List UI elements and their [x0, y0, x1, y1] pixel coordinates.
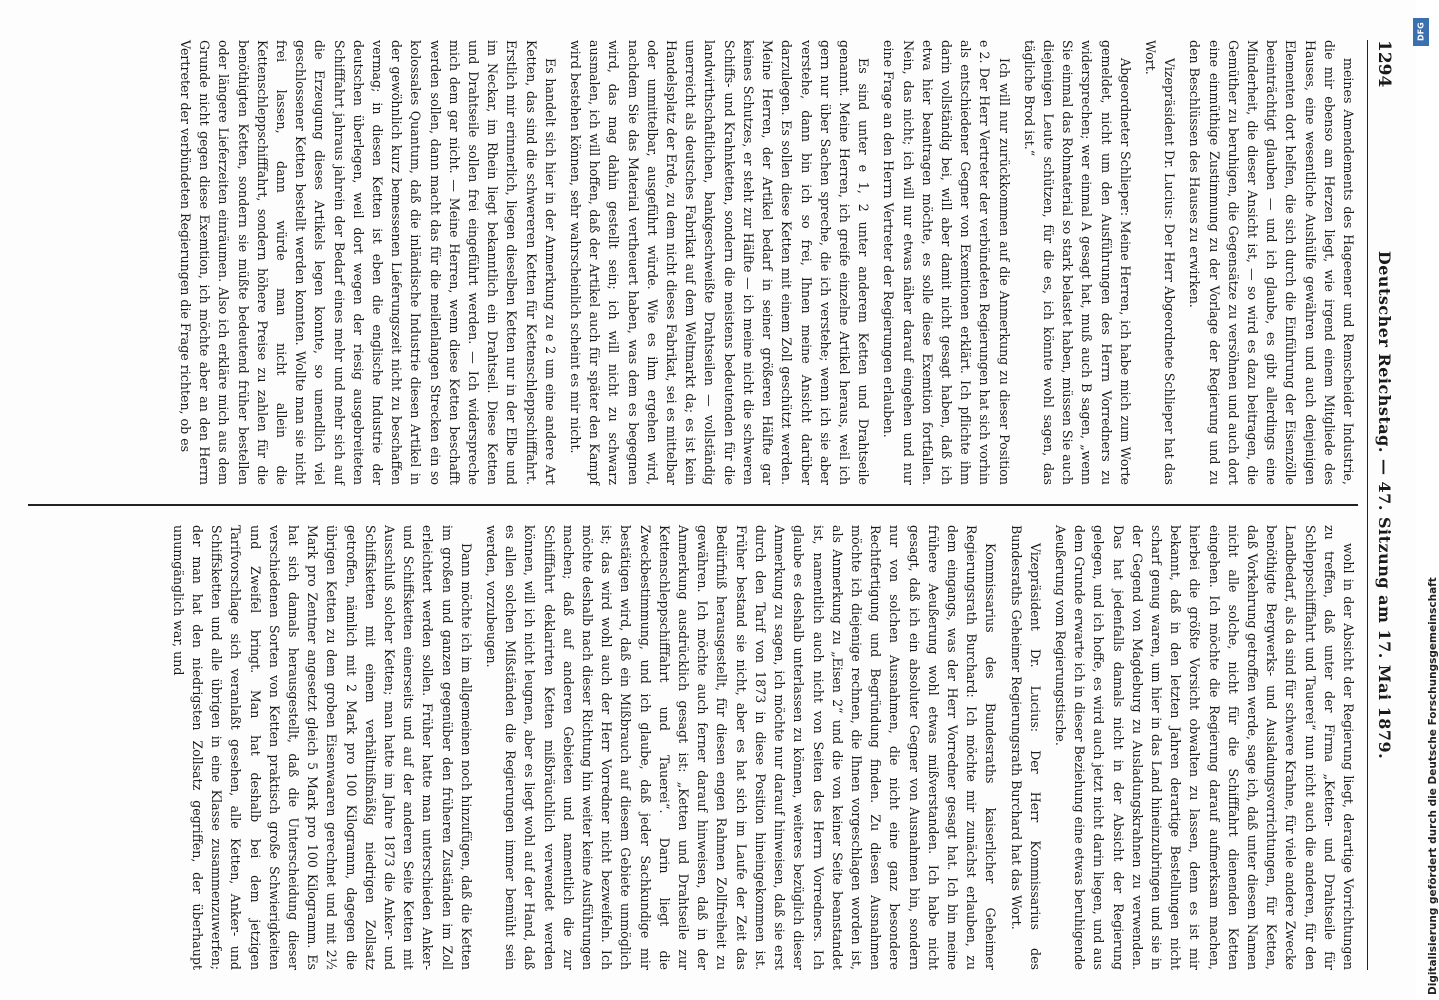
running-head [1367, 40, 1398, 970]
speaker-paragraph: Vizepräsident Dr. Lucius: Der Herr Abgeordnete Schlieper hat das Wort. [1142, 40, 1178, 485]
digitization-note: Digitalisierung gefördert durch die Deutsche Forschungsgemeinschaft [1427, 577, 1439, 995]
speaker-paragraph: Abgeordneter Schlieper: Meine Herren, ich habe mich zum Worte gemeldet, nicht um den Ausführungen des Herrn Vorredners zu widersprechen; wer einmal A gesagt hat, muß auch B sagen, „wenn Sie einmal das Rohmaterial so stark belastet haben, müssen Sie auch diejenigen Leute schützen, für die es, ich könnte wohl sagen, das tägliche Brod ist.“ [1021, 40, 1133, 485]
speaker-paragraph: Kommissarius des Bundesraths kaiserlicher Geheimer Regierungsrath Burchard: Ich möchte mir zunächst erlauben, zu dem eingangs, was der Herr Vorredner gesagt hat. Ich bin meine frühere Aeußerung wohl etwas mißverstanden. Ich habe nicht gesagt, daß ich ein absoluter Gegner von Ausnahmen bin, sondern nur von solchen Ausnahmen, die nicht eine ganz besondere Rechtfertigung und Begründung finden. Zu diesen Ausnahmen möchte ich diejenige rechnen, die Ihnen vorgeschlagen worden ist, als Anmerkung zu „Eisen 2“ und die von keiner Seite beanstandet ist, namentlich auch nicht von Seiten des Herrn Vorredners. Ich glaube es deshalb unterlassen zu können, weiteres bezüglich dieser Anmerkung zu sagen, ich möchte nur darauf hinweisen, daß sie erst durch den Tarif von 1873 in diese Position hineingekommen ist. Früher bestand sie nicht, aber es hat sich im Laufe der Zeit das Bedürfniß herausgestellt, für diesen engen Rahmen Zollfreiheit zu gewähren. Ich möchte auch ferner darauf hinweisen, daß in der Anmerkung ausdrücklich gesagt ist: „Ketten und Drahtseile zur Kettenschleppschifffahrt und Tauerei“. Darin liegt die Zweckbestimmung, und ich glaube, daß jeder Sachkundige mir bestätigen wird, daß ein Mißbrauch auf diesem Gebiete unmöglich ist; das wird wohl auch der Herr Vorredner nicht bezweifeln. Ich möchte deshalb nach dieser Richtung hin weiter keine Ausführungen machen; daß auf anderen Gebieten und namentlich die zur Schifffahrt deklarirten Ketten mißbräuchlich verwendet werden können, will ich nicht leugnen, aber es liegt wohl auf der Hand, daß es allen solchen Mißständen die Regierungen immer bemüht sein werden, vorzubeugen. [484, 525, 999, 970]
paragraph: Ich will nur zurückkommen auf die Anmerkung zu dieser Position e 2. Der Herr Vertreter der verbündeten Regierungen hat sich vorhin als entschiedener Gegner von Exemtionen erklärt. Ich pflichte ihm darin vollständig bei, will aber damit nicht gesagt haben, daß ich etwa hier beantragen möchte, es solle diese Exemtion fortfallen. Nein, das nicht; ich will nur etwas näher darauf eingehen und nur eine Frage an den Herrn Vertreter der Regierungen erlauben. [881, 40, 1012, 485]
column-divider [28, 504, 1358, 506]
page-title: Deutscher Reichstag. — 47. Sitzung am 17. Mai 1879. [1375, 250, 1394, 760]
paragraph: wohl in der Absicht der Regierung liegt, derartige Vorrichtungen zu treffen, daß unter der Firma „Ketten- und Drahtseile für Schleppschifffahrt und Tauerei“ nun nicht auch die anderen, für den Landbedarf, als da sind für schwere Krahne, für viele andere Zwecke benöthigte Bergwerks- und Ausladungsvorrichtungen, für Ketten, daß Vorkehrung getroffen werde, sage ich, daß unter diesem Namen nicht alle solche, nicht für die Schifffahrt dienenden Ketten eingehen. Ich möchte die Regierung darauf aufmerksam machen, hierbei die größte Vorsicht obwalten zu lassen, denn es ist mir bekannt, daß in den letzten Jahren derartige Bestellungen nicht scharf genug waren, um hier in das Land hineinzubringen und sie in der Gegend von Magdeburg zu Ausladungskrahnen zu verwenden. Das hat jedenfalls damals nicht in der Absicht der Regierung gelegen, und ich hoffe, es wird auch jetzt nicht darin liegen, und aus dem Grunde erwarte ich in dieser Beziehung eine etwas beruhigende Aeußerung vom Regierungstische. [1052, 525, 1356, 970]
speaker-paragraph: Vizepräsident Dr. Lucius: Der Herr Kommissarius des Bundesraths Geheimer Regierungsrath Burchard hat das Wort. [1008, 525, 1043, 970]
text-columns [28, 40, 1358, 970]
paragraph: Dann möchte ich im allgemeinen noch hinzufügen, daß die Ketten im großen und ganzen gegenüber den früheren Zuständen im Zoll erleichtert werden sollen. Früher hatte man unterschieden Anker- und Schiffsketten einerseits und auf der anderen Seite Ketten mit Ausschluß solcher Ketten; man hatte im Jahre 1873 die Anker- und Schiffsketten mit einem verhältnißmäßig niedrigen Zollsatz getroffen, nämlich mit 2 Mark pro 100 Kilogramm, dagegen die übrigen Ketten zu dem groben Eisenwaaren gerechnet und mit 2½ Mark pro Zentner angesetzt gleich 5 Mark pro 100 Kilogramm. Es hat sich damals herausgestellt, daß die Unterscheidung dieser verschiedenen Sorten von Ketten praktisch große Schwierigkeiten und Zweifel bringt. Man hat deshalb bei dem jetzigen Tarifvorschlage sich veranlaßt gesehen, alle Ketten, Anker- und Schiffsketten und alle übrigen in eine Klasse zusammenzuwerfen; der man hat den niedrigsten Zollsatz gegriffen, der überhaupt unumgänglich war, und [170, 525, 474, 970]
left-column [28, 40, 1358, 485]
paragraph: meines Amendements des Hageener und Remscheider Industrie, die mir ebenso am Herzen liegt, wie irgend einem Mitgliede des Hauses, eine wesentliche Aushülfe gewähren und auch denjenigen Elementen dort helfen, die sich durch die Einführung der Eisenzölle beeinträchtigt glauben — und ich glaube, es gibt allerdings eine Minderheit, die dieser Ansicht ist, — so wird es dazu beitragen, die Gemüther zu beruhigen, die Gegensätze zu versöhnen und auch dort eine einmüthige Zustimmung zu der Vorlage der Regierung und zu den Beschlüssen des Hauses zu erwirken. [1187, 40, 1356, 485]
paragraph: Es sind unter e 1, 2 unter anderem Ketten und Drahtseile genannt. Meine Herren, ich greife einzelne Artikel heraus, weil ich gern nur über Sachen spreche, die ich verstehe; wenn ich sie aber verstehe, dann bin ich so frei, Ihnen meine Ansicht darüber darzulegen. Es sollen diese Ketten mit einem Zoll geschützt werden. Meine Herren, der Artikel bedarf in seiner größeren Hälfte gar keines Schutzes, er steht zur Hälfte — ich meine nicht die schweren Schiffs- und Krahnketten, sondern die meistens bedeutenden für die landwirthschaftlichen, bankgeschweißte Drahtseilen — vollständig unerreicht als deutsches Fabrikat auf dem Weltmarkt da; es ist kein Handelsplatz der Erde, zu dem nicht dieses Fabrikat, sei es mittelbar oder unmittelbar, ausgeführt würde. Wie es ihm ergehen wird, nachdem Sie das Material vertheuert haben, was dem es begegnen wird, das mag dahin gestellt sein; ich will nicht zu schwarz ausmalen, ich will hoffen, daß der Artikel auch für später den Kampf wird bestehen können, sehr wahrscheinlich scheint es mir nicht. [568, 40, 872, 485]
right-column [28, 525, 1358, 970]
page-number: 1294 [1374, 40, 1394, 88]
dfg-logo: DFG [1413, 18, 1429, 46]
paragraph: Es handelt sich hier in der Anmerkung zu e 2 um eine andere Art Ketten, das sind die schwereren Ketten für Kettenschleppschifffahrt. Erstlich mir erinnerlich, liegen dieselben Ketten nur in der Elbe und im Neckar, im Rhein liegt bekanntlich ein Drahtseil. Diese Ketten und Drahtseile sollen frei eingeführt werden. — Ich widerspreche mich dem gar nicht. — Meine Herren, wenn diese Ketten beschafft werden sollen, dann macht das für die meilenlangen Strecken ein so kolossales Quantum, daß die inländische Industrie diesen Artikel in der gewöhnlich kurz bemessenen Lieferungszeit nicht zu beschaffen vermag; in diesen Ketten ist eben die englische Industrie der deutschen überlegen, weil dort wegen der riesig ausgebreiteten Schifffahrt jahraus jahrein der Bedarf eines mehr und mehr sich auf die Erzeugung dieses Artikels legen konnte, so unendlich viel geschlossener Ketten bestellt werden konnten. Wollte man sie nicht frei lassen, dann würde man nicht allein die Kettenschleppschifffahrt, sondern höhere Preise zu zahlen für die benöthigten Ketten, sondern sie müßte bedeutend früher bestellen oder längere Lieferzeiten einräumen. Also ich erkläre mich aus dem Grunde nicht gegen diese Exemtion, ich möchte aber an den Herrn Vertreter der verbündeten Regierungen die Frage richten, ob es [178, 40, 558, 485]
